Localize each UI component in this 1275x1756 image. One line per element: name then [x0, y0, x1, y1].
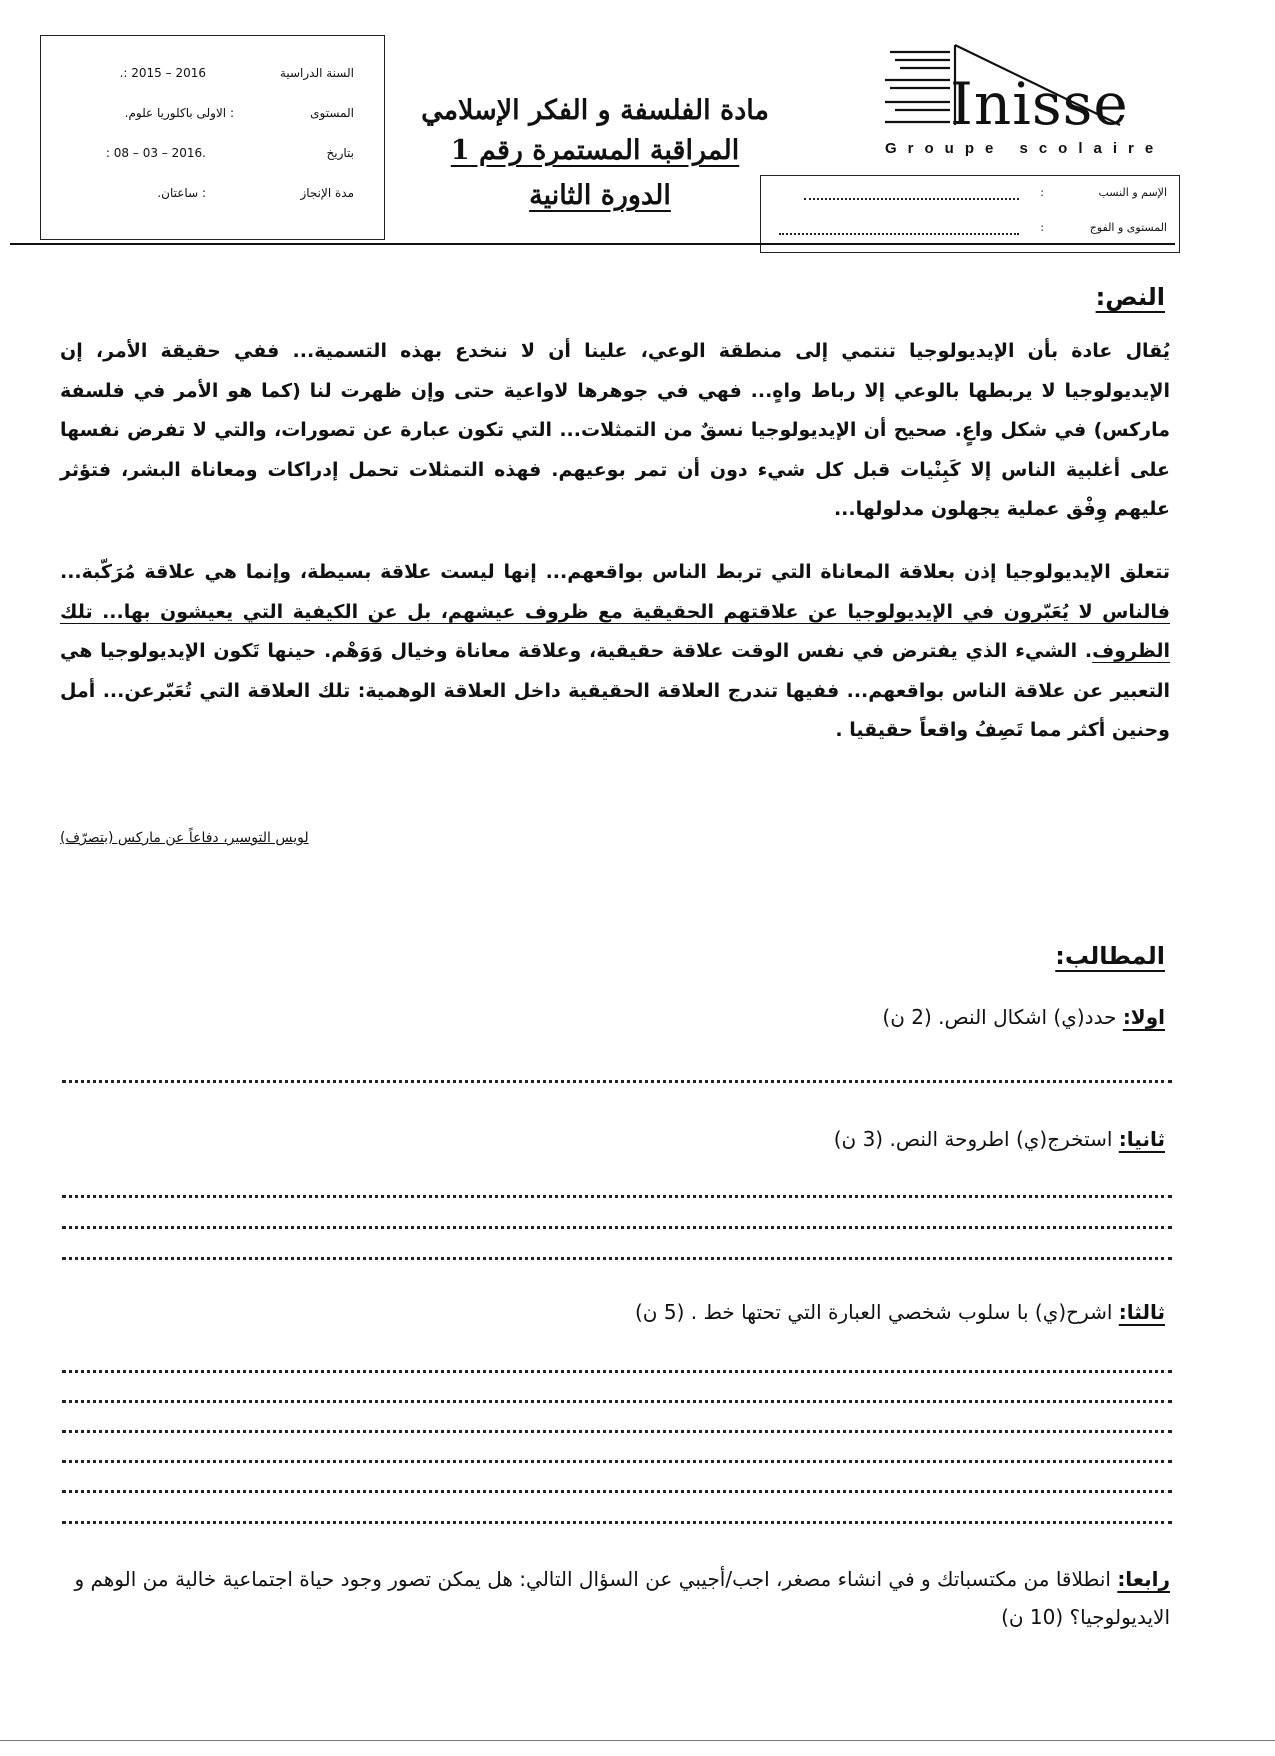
student-info-box	[760, 175, 1180, 253]
session-title: الدورة الثانية	[529, 180, 671, 211]
logo-subtitle: Groupe scolaire	[885, 140, 1165, 157]
answer-line[interactable]	[62, 1460, 1172, 1463]
answer-line[interactable]	[62, 1226, 1172, 1229]
tasks-heading: المطالب:	[1055, 942, 1165, 970]
info-value: .2016 – 03 – 08 :	[105, 146, 206, 160]
student-level-row	[761, 221, 1179, 257]
text-source: لويس التوسير، دفاعاً عن ماركس (بتصرّف)	[60, 830, 309, 846]
info-label: بتاريخ	[326, 146, 354, 160]
answer-line[interactable]	[62, 1080, 1172, 1083]
school-logo	[880, 40, 1165, 160]
text-heading: النص:	[1095, 283, 1165, 311]
info-label: السنة الدراسية	[279, 66, 354, 80]
question-text: حدد(ي) اشكال النص. (2 ن)	[882, 1005, 1123, 1029]
answer-line[interactable]	[62, 1370, 1172, 1373]
answer-line[interactable]	[62, 1400, 1172, 1403]
student-name-row	[761, 186, 1179, 222]
info-row-duration	[41, 186, 384, 216]
question-text: اشرح(ي) با سلوب شخصي العبارة التي تحتها خط . (5 ن)	[634, 1300, 1119, 1324]
question-3	[635, 1300, 1165, 1324]
info-value: : ساعتان.	[157, 186, 206, 200]
exam-info-box	[40, 35, 385, 240]
paragraph-part: تتعلق الإيديولوجيا إذن بعلاقة المعاناة التي تربط الناس بواقعهم... إنها ليست علاقة بسيطة، وإنما هي علاقة مُرَكّبة...	[60, 561, 1170, 583]
question-1	[882, 1005, 1165, 1029]
info-row-level	[41, 106, 384, 136]
exam-title: المراقبة المستمرة رقم 1	[450, 135, 740, 166]
level-field[interactable]	[779, 233, 1019, 235]
text-paragraph-1: يُقال عادة بأن الإيديولوجيا تنتمي إلى منطقة الوعي، علينا أن لا ننخدع بهذه التسمية... ففي حقيقة الأمر، إن الإيديولوجيا لا يربطها بالوعي إلا رباط واهٍ... فهي في جوهرها لاواعية حتى وإن ظهرت لنا (كما هو الأمر في فلسفة ماركس) في شكل واعٍ. صحيح أن الإيديولوجيا نسقٌ من التمثلات... التي تكون عبارة عن تصورات، والتي لا تفرض نفسها على أغلبية الناس إلا كَبِنْيات قبل كل شيء دون أن تمر بوعيهم. فهذه التمثلات تحمل إدراكات ومعاناة البشر، فتؤثر عليهم وِفْق عملية يجهلون مدلولها...	[60, 340, 1170, 520]
footer-rule	[0, 1740, 1275, 1741]
question-label: ثالثا:	[1118, 1300, 1165, 1324]
answer-line[interactable]	[62, 1430, 1172, 1433]
level-label: المستوى و الفوج	[1089, 221, 1167, 234]
info-row-date	[41, 146, 384, 176]
question-4	[60, 1560, 1170, 1636]
colon: :	[1040, 221, 1044, 234]
question-label: رابعا:	[1117, 1567, 1170, 1591]
question-text: استخرج(ي) اطروحة النص. (3 ن)	[833, 1127, 1119, 1151]
answer-line[interactable]	[62, 1490, 1172, 1493]
text-paragraph-2	[60, 553, 1170, 751]
header-divider	[10, 243, 1175, 245]
subject-title: مادة الفلسفة و الفكر الإسلامي	[421, 95, 769, 126]
question-2	[834, 1127, 1165, 1151]
info-value: : الاولى باكلوريا علوم.	[124, 106, 234, 120]
info-value: 2016 – 2015 :.	[119, 66, 206, 80]
paragraph-part: . الشيء الذي يفترض في نفس الوقت علاقة حقيقية، وعلاقة معاناة وخيال وَوَهْم. حينها تَكون الإيديولوجيا هي التعبير عن علاقة الناس بواقعهم... ففيها تندرج العلاقة الحقيقية داخل العلاقة الوهمية: تلك العلاقة التي تُعَبّرعن... أمل وحنين أكثر مما تَصِفُ واقعاً حقيقيا .	[60, 640, 1170, 741]
answer-line[interactable]	[62, 1257, 1172, 1260]
answer-line[interactable]	[62, 1521, 1172, 1524]
info-label: مدة الإنجاز	[300, 186, 354, 200]
info-label: المستوى	[310, 106, 354, 120]
question-text: انطلاقا من مكتسباتك و في انشاء مصغر، اجب/أجيبي عن السؤال التالي: هل يمكن تصور وجود حياة اجتماعية خالية من الوهم و الايديولوجيا؟ (10 ن)	[74, 1567, 1170, 1629]
underlined-phrase: فالناس لا يُعَبّرون في الإيديولوجيا عن علاقتهم الحقيقية مع ظروف عيشهم، بل عن الكيفية التي يعيشون بها... تلك الظروف	[60, 600, 1170, 662]
logo-word: Inisse	[950, 70, 1129, 138]
question-label: ثانيا:	[1118, 1127, 1165, 1151]
info-row-year	[41, 66, 384, 96]
colon: :	[1040, 186, 1044, 199]
name-field[interactable]	[804, 198, 1019, 200]
name-label: الإسم و النسب	[1098, 186, 1167, 199]
answer-line[interactable]	[62, 1195, 1172, 1198]
question-label: اولا:	[1122, 1005, 1165, 1029]
